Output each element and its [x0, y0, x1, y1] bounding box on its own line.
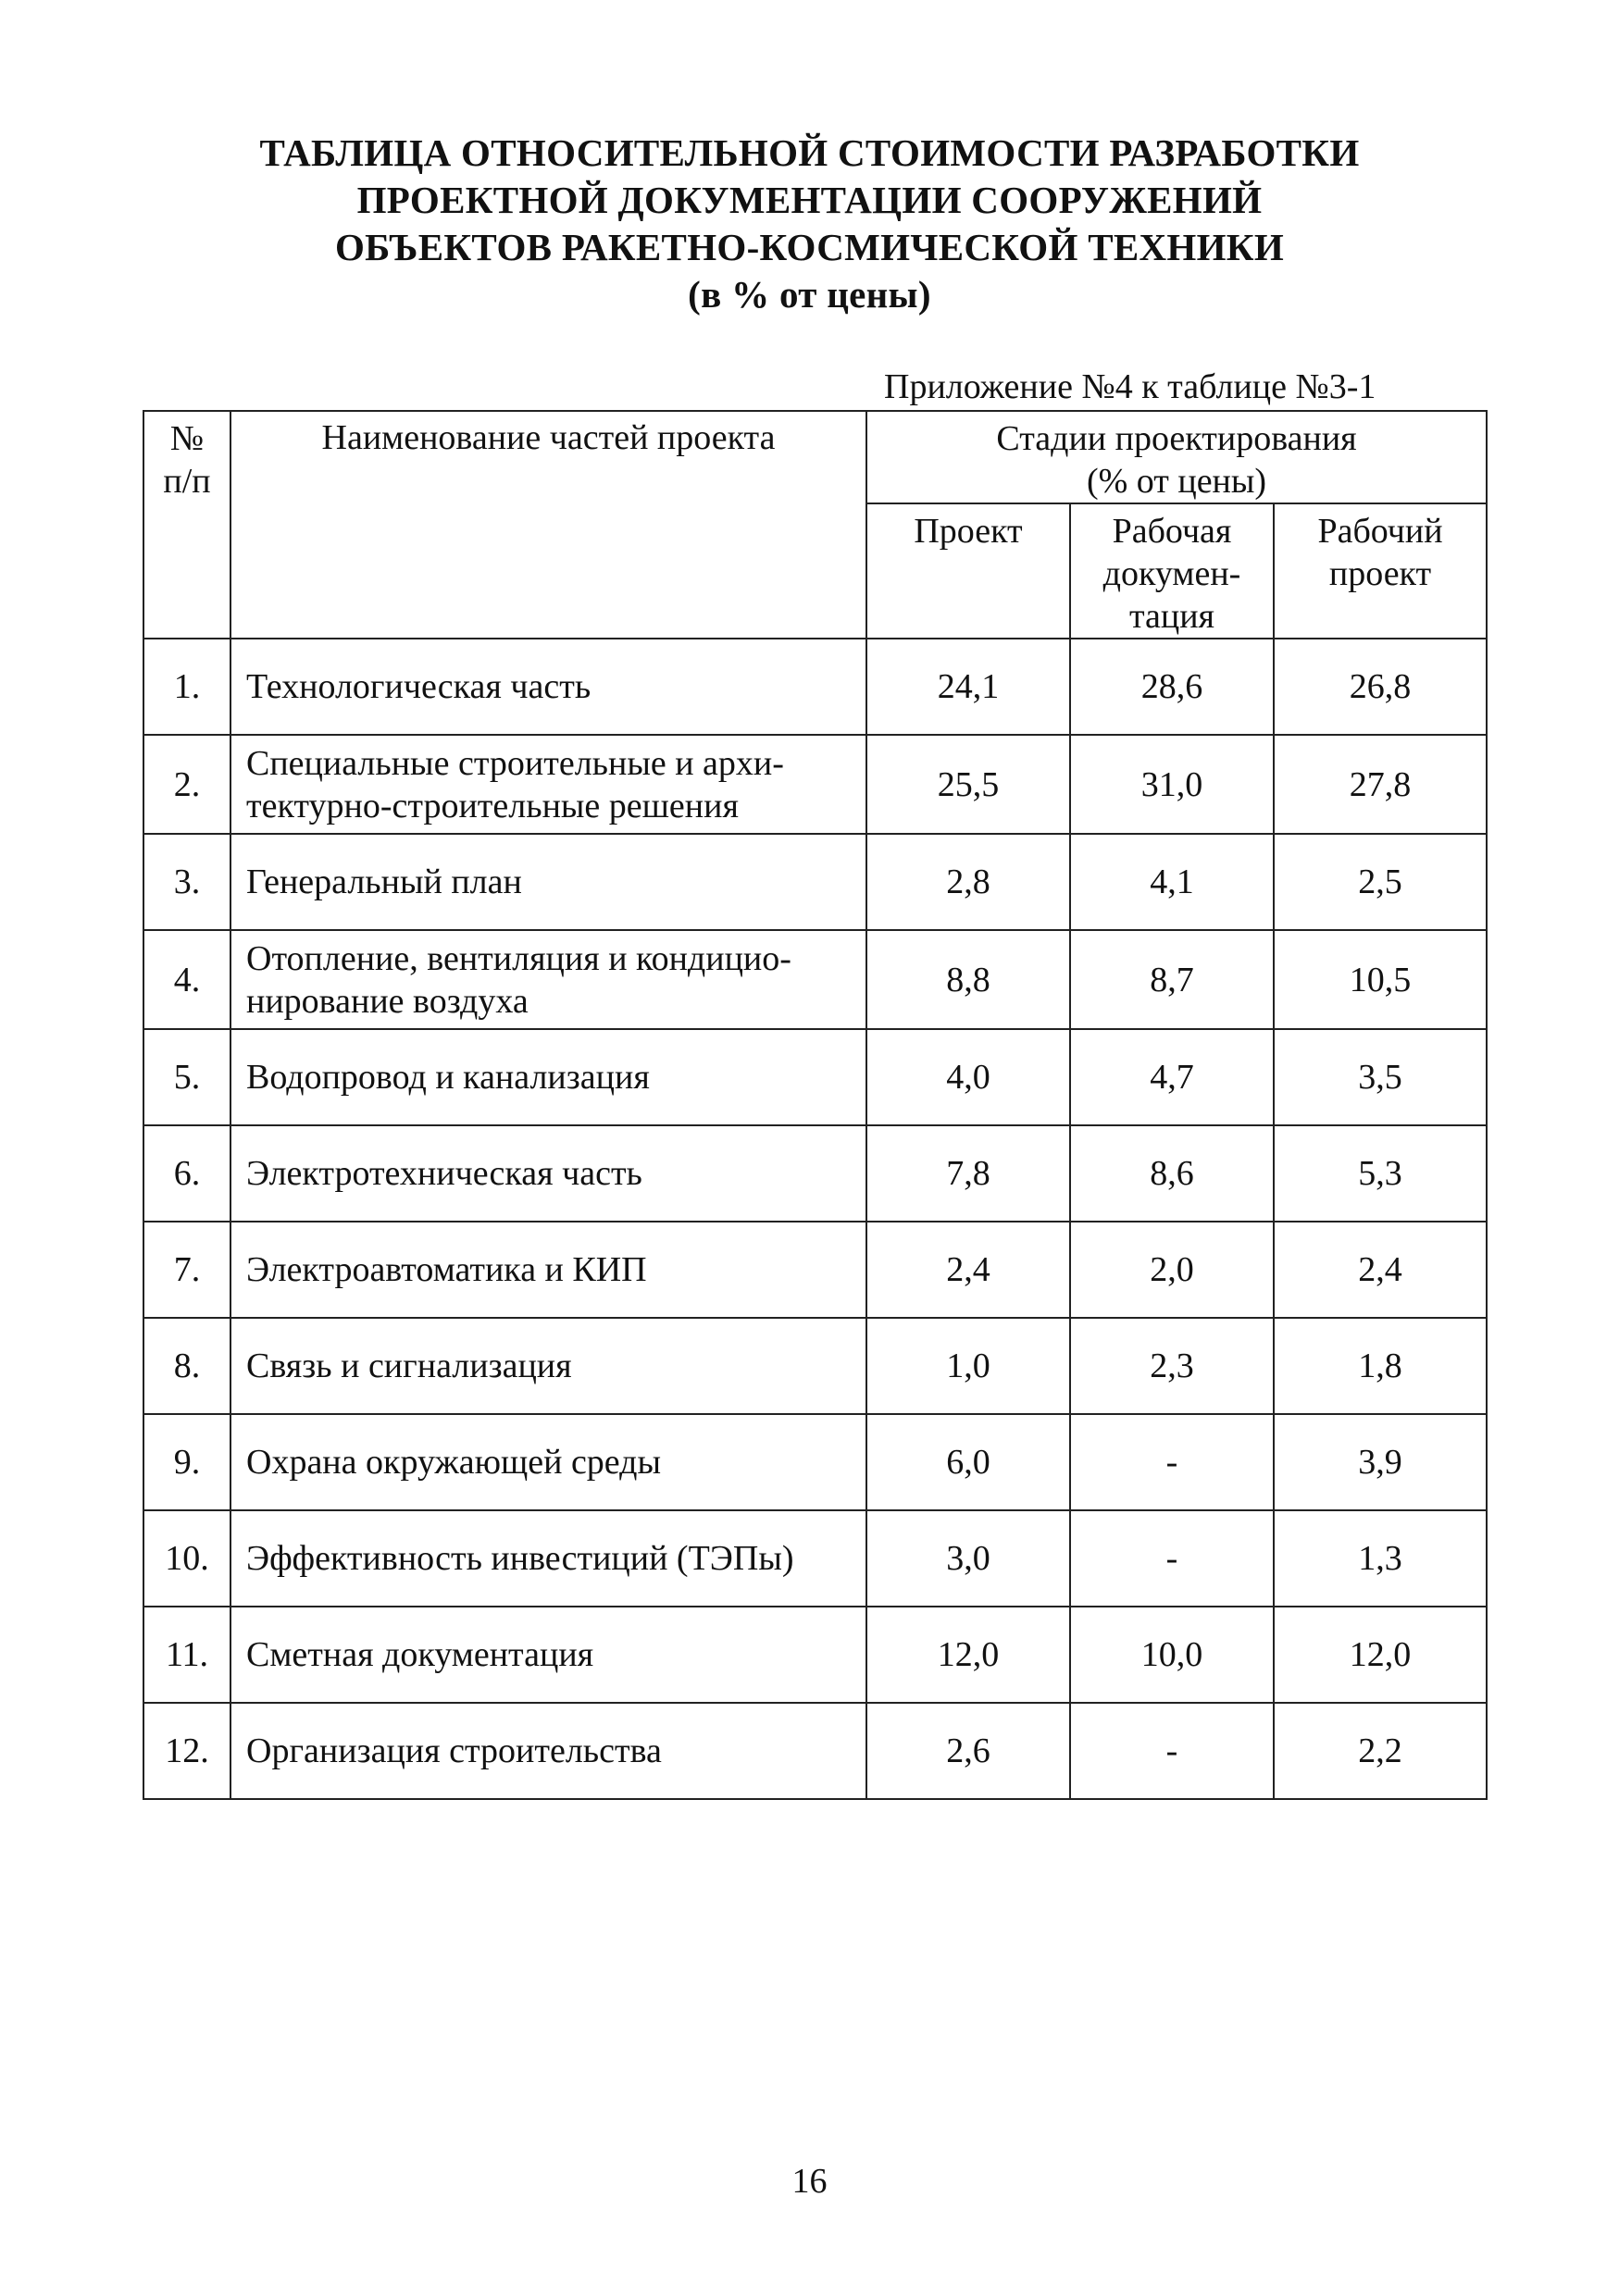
row-name-cell [230, 834, 866, 930]
table-row [143, 1318, 1487, 1414]
row-value-working-project: 26,8 [1274, 639, 1487, 735]
title-line-3: ОБЪЕКТОВ РАКЕТНО-КОСМИЧЕСКОЙ ТЕХНИКИ [334, 226, 1285, 268]
title-line-1: ТАБЛИЦА ОТНОСИТЕЛЬНОЙ СТОИМОСТИ РАЗРАБОТКИ [259, 131, 1360, 174]
row-value-project: 4,0 [866, 1029, 1070, 1125]
row-number: 5. [143, 1029, 230, 1125]
row-number: 6. [143, 1125, 230, 1222]
row-name-line1: Сметная документация [246, 1635, 594, 1674]
table-row [143, 1607, 1487, 1703]
table-row [143, 1029, 1487, 1125]
header-row-1 [143, 411, 1487, 503]
header-col-working-project [1274, 503, 1487, 639]
row-value-working-doc: - [1070, 1703, 1274, 1799]
row-value-working-project: 2,2 [1274, 1703, 1487, 1799]
header-stages-line1: Стадии проектирования [996, 419, 1357, 458]
row-name-line1: Отопление, вентиляция и кондицио- [246, 938, 791, 978]
row-name-cell [230, 1318, 866, 1414]
header-working-doc-line1: Рабочая [1112, 512, 1232, 551]
page-number: 16 [791, 2162, 828, 2201]
row-value-working-doc: 10,0 [1070, 1607, 1274, 1703]
header-stages-cell [866, 411, 1487, 503]
table-row [143, 639, 1487, 735]
row-number: 10. [143, 1510, 230, 1607]
row-value-working-project: 2,4 [1274, 1222, 1487, 1318]
row-name-line1: Специальные строительные и архи- [246, 743, 784, 783]
row-value-project: 1,0 [866, 1318, 1070, 1414]
row-value-project: 24,1 [866, 639, 1070, 735]
row-value-working-project: 1,8 [1274, 1318, 1487, 1414]
row-name-line1: Организация строительства [246, 1731, 662, 1770]
row-value-project: 2,8 [866, 834, 1070, 930]
header-working-doc-line3: тация [1128, 597, 1215, 636]
row-name-line1: Электротехническая часть [246, 1154, 642, 1193]
row-value-working-project: 2,5 [1274, 834, 1487, 930]
header-num-line2: п/п [163, 462, 211, 501]
row-number: 9. [143, 1414, 230, 1510]
row-name-line1: Генеральный план [246, 863, 522, 901]
table-row [143, 1703, 1487, 1799]
row-value-project: 3,0 [866, 1510, 1070, 1607]
table-row [143, 1510, 1487, 1607]
header-working-project-line2: проект [1328, 554, 1432, 593]
row-value-working-doc: 8,6 [1070, 1125, 1274, 1222]
row-value-working-doc: 8,7 [1070, 930, 1274, 1029]
row-number: 8. [143, 1318, 230, 1414]
row-name-line2: тектурно-строительные решения [246, 786, 739, 825]
row-value-working-doc: 2,0 [1070, 1222, 1274, 1318]
table-row [143, 1222, 1487, 1318]
title-line-2: ПРОЕКТНОЙ ДОКУМЕНТАЦИИ СООРУЖЕНИЙ [356, 179, 1263, 221]
row-number: 4. [143, 930, 230, 1029]
row-value-working-project: 27,8 [1274, 735, 1487, 834]
header-name: Наименование частей проекта [321, 418, 776, 457]
row-number: 3. [143, 834, 230, 930]
row-name-line1: Охрана окружающей среды [246, 1443, 662, 1482]
row-value-project: 8,8 [866, 930, 1070, 1029]
row-value-project: 12,0 [866, 1607, 1070, 1703]
document-title [0, 130, 1619, 318]
row-name-cell [230, 1029, 866, 1125]
header-working-doc-line2: докумен- [1102, 554, 1241, 593]
row-value-working-project: 3,5 [1274, 1029, 1487, 1125]
row-name-line1: Связь и сигнализация [246, 1347, 572, 1385]
row-number: 2. [143, 735, 230, 834]
row-name-line2: нирование воздуха [246, 981, 529, 1021]
row-value-working-doc: 31,0 [1070, 735, 1274, 834]
header-num-cell [143, 411, 230, 639]
header-stages-line2: (% от цены) [1086, 462, 1267, 501]
row-name-cell [230, 930, 866, 1029]
table-row [143, 834, 1487, 930]
row-name-line1: Технологическая часть [246, 667, 592, 706]
title-line-4: (в % от цены) [688, 273, 931, 316]
row-number: 7. [143, 1222, 230, 1318]
row-name-cell [230, 1125, 866, 1222]
row-value-working-doc: 4,7 [1070, 1029, 1274, 1125]
row-name-cell [230, 1607, 866, 1703]
row-value-working-doc: - [1070, 1510, 1274, 1607]
header-num-line1: № [169, 419, 205, 458]
row-value-project: 25,5 [866, 735, 1070, 834]
row-name-line1: Электроавтоматика и КИП [246, 1250, 647, 1289]
appendix-reference: Приложение №4 к таблице №3-1 [884, 367, 1376, 406]
row-name-cell [230, 1703, 866, 1799]
row-value-working-project: 5,3 [1274, 1125, 1487, 1222]
row-number: 1. [143, 639, 230, 735]
table-row [143, 1414, 1487, 1510]
row-name-line1: Эффективность инвестиций (ТЭПы) [246, 1539, 794, 1578]
row-name-cell [230, 1414, 866, 1510]
header-col-working-doc [1070, 503, 1274, 639]
row-value-working-doc: - [1070, 1414, 1274, 1510]
row-number: 12. [143, 1703, 230, 1799]
row-name-cell [230, 639, 866, 735]
row-value-working-project: 1,3 [1274, 1510, 1487, 1607]
header-col-project [866, 503, 1070, 639]
row-value-working-doc: 28,6 [1070, 639, 1274, 735]
row-value-project: 7,8 [866, 1125, 1070, 1222]
header-name-cell [230, 411, 866, 639]
row-value-working-project: 10,5 [1274, 930, 1487, 1029]
row-value-project: 6,0 [866, 1414, 1070, 1510]
row-name-cell [230, 735, 866, 834]
table-row [143, 735, 1487, 834]
table-row [143, 930, 1487, 1029]
table-row [143, 1125, 1487, 1222]
cost-table [143, 410, 1488, 1800]
row-value-working-project: 3,9 [1274, 1414, 1487, 1510]
row-value-working-project: 12,0 [1274, 1607, 1487, 1703]
header-project-label: Проект [914, 512, 1023, 551]
row-value-working-doc: 4,1 [1070, 834, 1274, 930]
row-value-working-doc: 2,3 [1070, 1318, 1274, 1414]
header-working-project-line1: Рабочий [1317, 512, 1443, 551]
row-value-project: 2,4 [866, 1222, 1070, 1318]
row-name-cell [230, 1222, 866, 1318]
row-value-project: 2,6 [866, 1703, 1070, 1799]
row-name-cell [230, 1510, 866, 1607]
row-name-line1: Водопровод и канализация [246, 1058, 650, 1097]
row-number: 11. [143, 1607, 230, 1703]
